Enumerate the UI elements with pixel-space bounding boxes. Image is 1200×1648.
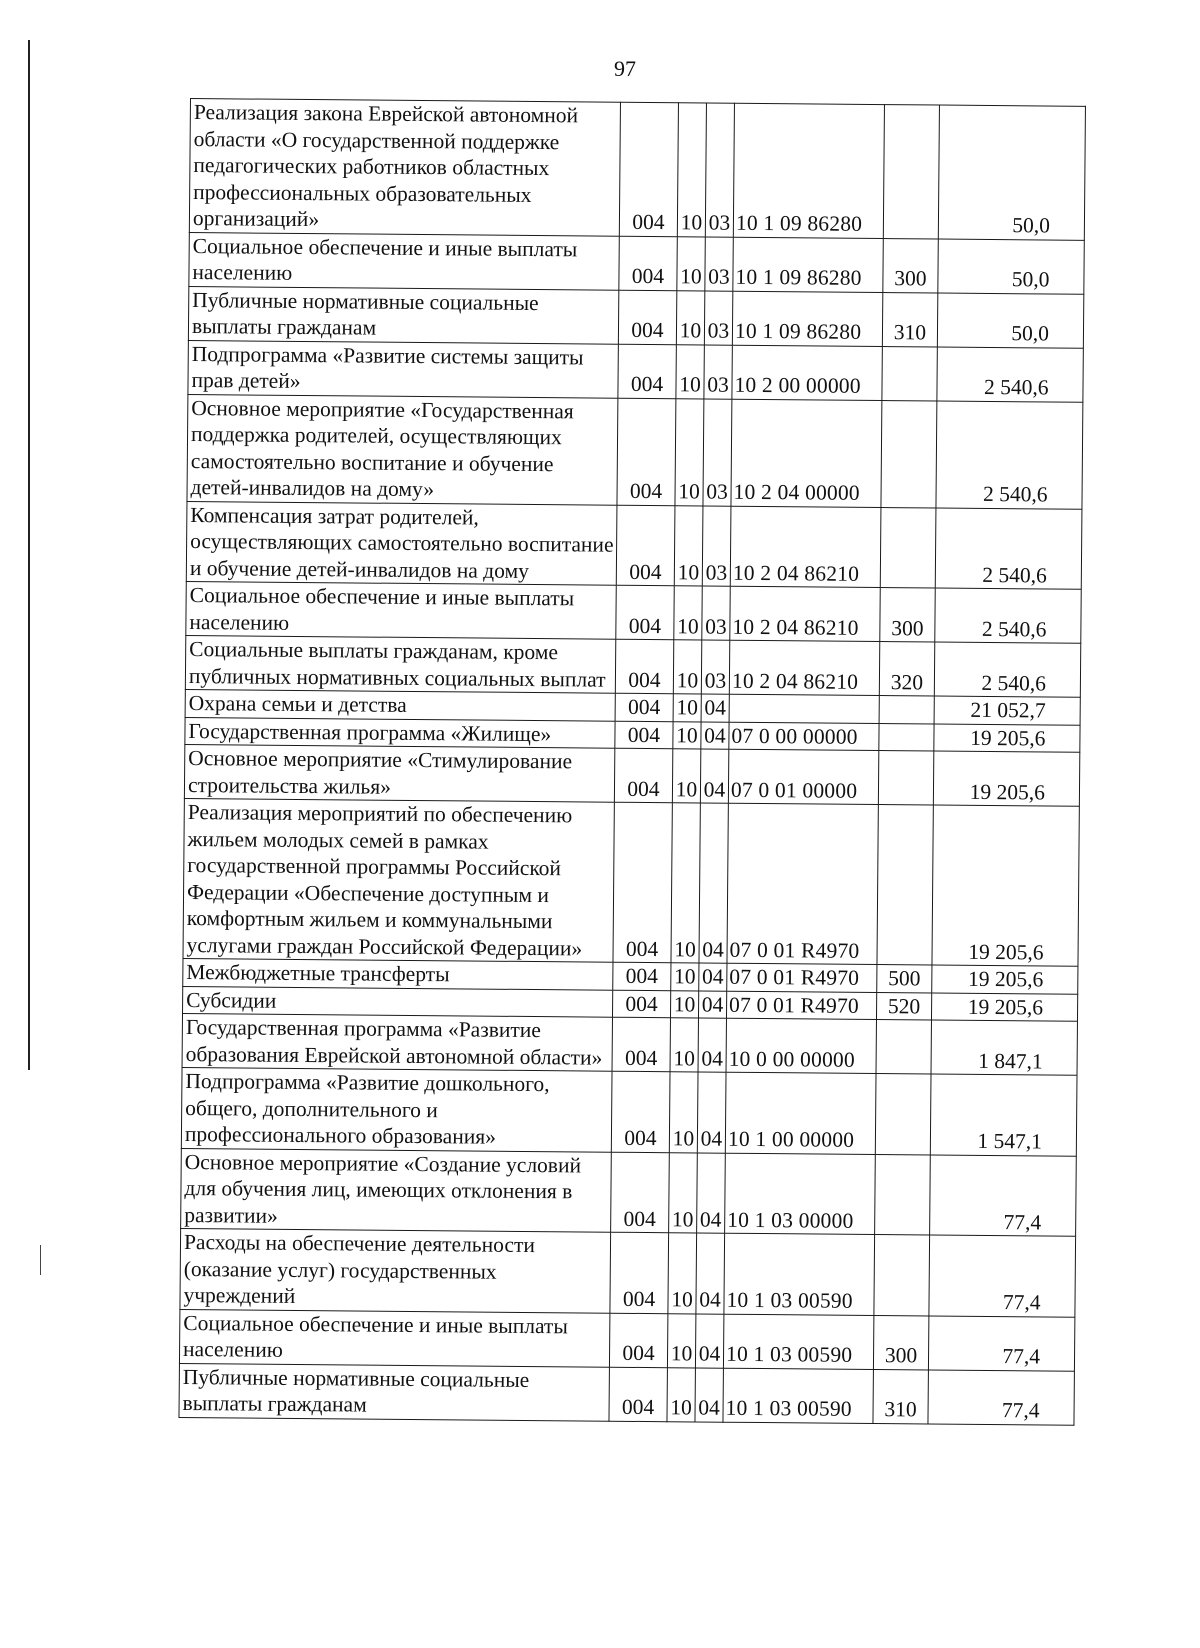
row-section-code: 10 xyxy=(672,749,700,803)
row-ministry-code: 004 xyxy=(619,102,678,236)
row-target-article xyxy=(729,694,879,723)
row-target-article: 07 0 01 R4970 xyxy=(727,803,878,964)
row-ministry-code: 004 xyxy=(617,398,676,506)
row-expense-type xyxy=(875,1074,931,1155)
row-section-code: 10 xyxy=(673,694,701,722)
row-amount: 77,4 xyxy=(928,1369,1074,1424)
row-ministry-code: 004 xyxy=(610,1232,669,1313)
table-row xyxy=(186,581,1081,643)
table-row xyxy=(189,99,1085,240)
row-expense-type xyxy=(881,400,937,507)
table-row xyxy=(180,1228,1076,1316)
row-name: Субсидии xyxy=(183,986,613,1017)
row-target-article: 10 2 00 00000 xyxy=(732,345,882,400)
row-ministry-code: 004 xyxy=(611,1071,670,1152)
row-target-article: 07 0 00 00000 xyxy=(729,722,879,751)
table-row xyxy=(179,1309,1074,1371)
row-section-code: 10 xyxy=(671,803,700,963)
row-name: Расходы на обеспечение деятельности (оказание услуг) государственных учреждений xyxy=(180,1228,611,1312)
row-expense-type xyxy=(879,696,934,724)
row-section-code: 10 xyxy=(669,1152,698,1233)
row-section-code: 10 xyxy=(670,1018,698,1072)
scan-border-mark xyxy=(28,40,30,1070)
row-section-code: 10 xyxy=(673,640,701,694)
row-amount: 2 540,6 xyxy=(936,401,1083,509)
row-subsection-code: 04 xyxy=(698,1018,726,1072)
row-name: Государственная программа «Жилище» xyxy=(185,717,615,748)
row-subsection-code: 04 xyxy=(700,749,728,803)
row-amount: 1 847,1 xyxy=(931,1020,1077,1075)
row-name: Охрана семьи и детства xyxy=(185,689,615,720)
row-ministry-code: 004 xyxy=(612,990,670,1018)
row-amount: 2 540,6 xyxy=(935,508,1082,590)
table-row xyxy=(189,232,1084,294)
row-subsection-code: 04 xyxy=(697,1152,726,1233)
row-name: Социальное обеспечение и иные выплаты населению xyxy=(186,581,616,639)
budget-table xyxy=(178,98,1085,1425)
row-ministry-code: 004 xyxy=(616,505,675,586)
row-ministry-code: 004 xyxy=(618,290,676,345)
row-amount: 19 205,6 xyxy=(931,993,1077,1022)
row-amount: 21 052,7 xyxy=(934,696,1080,725)
row-expense-type: 500 xyxy=(877,965,932,993)
row-name: Социальное обеспечение и иные выплаты населению xyxy=(179,1309,609,1367)
row-subsection-code: 04 xyxy=(697,1072,726,1153)
row-expense-type xyxy=(880,507,936,588)
row-section-code: 10 xyxy=(676,344,704,398)
row-subsection-code: 03 xyxy=(702,586,730,640)
row-section-code: 10 xyxy=(677,236,705,290)
row-target-article: 10 1 03 00590 xyxy=(723,1314,873,1369)
table-row xyxy=(187,394,1083,509)
row-expense-type: 300 xyxy=(880,588,935,642)
row-subsection-code: 03 xyxy=(704,291,732,345)
table-row xyxy=(188,286,1083,348)
row-amount: 77,4 xyxy=(928,1315,1074,1370)
row-expense-type xyxy=(877,805,933,965)
row-name: Социальное обеспечение и иные выплаты населению xyxy=(189,232,619,290)
row-name: Государственная программа «Развитие образования Еврейской автономной области» xyxy=(182,1013,612,1071)
row-target-article: 10 1 09 86280 xyxy=(733,237,883,292)
row-name: Подпрограмма «Развитие дошкольного, общего, дополнительного и профессионального образования» xyxy=(181,1067,612,1151)
row-ministry-code: 004 xyxy=(609,1313,667,1368)
row-section-code: 10 xyxy=(674,505,703,586)
row-ministry-code: 004 xyxy=(613,962,671,990)
row-subsection-code: 04 xyxy=(701,721,729,749)
row-name: Социальные выплаты гражданам, кроме публичных нормативных социальных выплат xyxy=(185,635,615,693)
row-expense-type xyxy=(879,723,934,751)
row-section-code: 10 xyxy=(667,1313,695,1367)
row-name: Реализация закона Еврейской автономной области «О государственной поддержке педагогических работников областных профессиональных образовательных организаций» xyxy=(189,99,620,236)
row-target-article: 10 2 04 00000 xyxy=(731,399,882,507)
row-expense-type xyxy=(878,751,933,805)
row-amount: 50,0 xyxy=(937,293,1083,348)
row-amount: 19 205,6 xyxy=(932,965,1078,994)
row-name: Подпрограмма «Развитие системы защиты прав детей» xyxy=(188,340,618,398)
table-row xyxy=(184,744,1079,806)
row-target-article: 10 1 00 00000 xyxy=(725,1072,876,1154)
row-amount: 2 540,6 xyxy=(937,347,1083,402)
table-row xyxy=(186,501,1082,589)
row-name: Компенсация затрат родителей, осуществляющих самостоятельно воспитание и обучение детей-инвалидов на дому xyxy=(186,501,617,585)
row-expense-type: 310 xyxy=(882,292,937,346)
row-subsection-code: 04 xyxy=(698,990,726,1018)
row-section-code: 10 xyxy=(673,721,701,749)
row-name: Основное мероприятие «Создание условий для обучения лиц, имеющих отклонения в развитии» xyxy=(181,1148,612,1232)
row-section-code: 10 xyxy=(670,990,698,1018)
table-row xyxy=(181,1148,1077,1236)
row-ministry-code: 004 xyxy=(614,748,672,803)
row-section-code: 10 xyxy=(668,1233,697,1314)
row-expense-type: 310 xyxy=(873,1369,928,1423)
row-target-article: 07 0 01 00000 xyxy=(728,749,878,804)
row-target-article: 07 0 01 R4970 xyxy=(726,991,876,1020)
scan-border-mark xyxy=(40,1245,41,1275)
row-subsection-code: 04 xyxy=(701,694,729,722)
row-target-article: 10 1 03 00000 xyxy=(725,1153,876,1235)
row-name: Реализация мероприятий по обеспечению жильем молодых семей в рамках государственной программы Российской Федерации «Обеспечение доступным и комфортным жильем и коммунальными услугами граждан Российской Федерации» xyxy=(183,798,614,962)
row-amount: 77,4 xyxy=(930,1155,1077,1237)
row-target-article: 10 2 04 86210 xyxy=(729,640,879,695)
table-row xyxy=(183,798,1079,966)
row-ministry-code: 004 xyxy=(615,639,673,694)
row-amount: 77,4 xyxy=(929,1235,1076,1317)
row-ministry-code: 004 xyxy=(609,1367,667,1422)
row-expense-type xyxy=(883,105,939,239)
row-subsection-code: 03 xyxy=(703,398,732,505)
row-section-code: 10 xyxy=(671,963,699,991)
table-row xyxy=(181,1067,1077,1155)
row-target-article: 10 2 04 86210 xyxy=(730,506,881,588)
row-subsection-code: 03 xyxy=(704,344,732,398)
row-section-code: 10 xyxy=(675,398,704,505)
row-expense-type: 520 xyxy=(876,992,931,1020)
row-amount: 19 205,6 xyxy=(933,751,1079,806)
row-subsection-code: 04 xyxy=(695,1313,723,1367)
row-expense-type xyxy=(882,346,937,400)
row-subsection-code: 04 xyxy=(699,803,728,963)
row-amount: 1 547,1 xyxy=(930,1074,1077,1156)
row-target-article: 10 0 00 00000 xyxy=(726,1018,876,1073)
row-subsection-code: 03 xyxy=(705,103,734,237)
row-name: Основное мероприятие «Государственная поддержка родителей, осуществляющих самостоятельно воспитание и обучение детей-инвалидов на дому» xyxy=(187,394,618,505)
page-number: 97 xyxy=(614,56,636,81)
row-subsection-code: 03 xyxy=(705,237,733,291)
row-ministry-code: 004 xyxy=(612,1017,670,1072)
table-row xyxy=(182,1013,1077,1075)
row-section-code: 10 xyxy=(676,290,704,344)
row-section-code: 10 xyxy=(674,586,702,640)
row-expense-type xyxy=(875,1154,931,1235)
row-amount: 19 205,6 xyxy=(932,805,1079,966)
table-row xyxy=(179,1363,1074,1425)
row-name: Публичные нормативные социальные выплаты гражданам xyxy=(188,286,618,344)
row-name: Публичные нормативные социальные выплаты гражданам xyxy=(179,1363,609,1421)
row-expense-type xyxy=(874,1235,930,1316)
row-amount: 50,0 xyxy=(938,239,1084,294)
row-amount: 50,0 xyxy=(938,105,1085,240)
row-ministry-code: 004 xyxy=(615,693,673,721)
row-amount: 2 540,6 xyxy=(934,642,1080,697)
row-ministry-code: 004 xyxy=(618,344,676,399)
row-expense-type: 320 xyxy=(879,642,934,696)
table-row xyxy=(188,340,1083,402)
row-subsection-code: 03 xyxy=(702,505,731,586)
row-target-article: 10 1 03 00590 xyxy=(724,1233,875,1315)
row-ministry-code: 004 xyxy=(613,802,672,963)
row-section-code: 10 xyxy=(677,103,706,237)
budget-table-body xyxy=(179,99,1085,1425)
table-row xyxy=(185,635,1080,697)
row-target-article: 07 0 01 R4970 xyxy=(727,963,877,992)
row-amount: 19 205,6 xyxy=(934,724,1080,753)
row-section-code: 10 xyxy=(669,1072,698,1153)
row-expense-type: 300 xyxy=(873,1315,928,1369)
row-name: Межбюджетные трансферты xyxy=(183,958,613,989)
row-ministry-code: 004 xyxy=(615,721,673,749)
row-expense-type xyxy=(876,1020,931,1074)
row-ministry-code: 004 xyxy=(616,585,674,640)
row-target-article: 10 2 04 86210 xyxy=(730,586,880,641)
row-section-code: 10 xyxy=(667,1367,695,1421)
row-ministry-code: 004 xyxy=(611,1152,670,1233)
row-ministry-code: 004 xyxy=(619,236,677,291)
row-name: Основное мероприятие «Стимулирование строительства жилья» xyxy=(184,744,614,802)
row-expense-type: 300 xyxy=(883,238,938,292)
row-subsection-code: 04 xyxy=(695,1367,723,1421)
row-subsection-code: 04 xyxy=(699,963,727,991)
row-target-article: 10 1 09 86280 xyxy=(733,103,884,238)
row-target-article: 10 1 03 00590 xyxy=(723,1368,873,1423)
row-amount: 2 540,6 xyxy=(935,588,1081,643)
row-subsection-code: 04 xyxy=(696,1233,725,1314)
row-target-article: 10 1 09 86280 xyxy=(732,291,882,346)
row-subsection-code: 03 xyxy=(701,640,729,694)
